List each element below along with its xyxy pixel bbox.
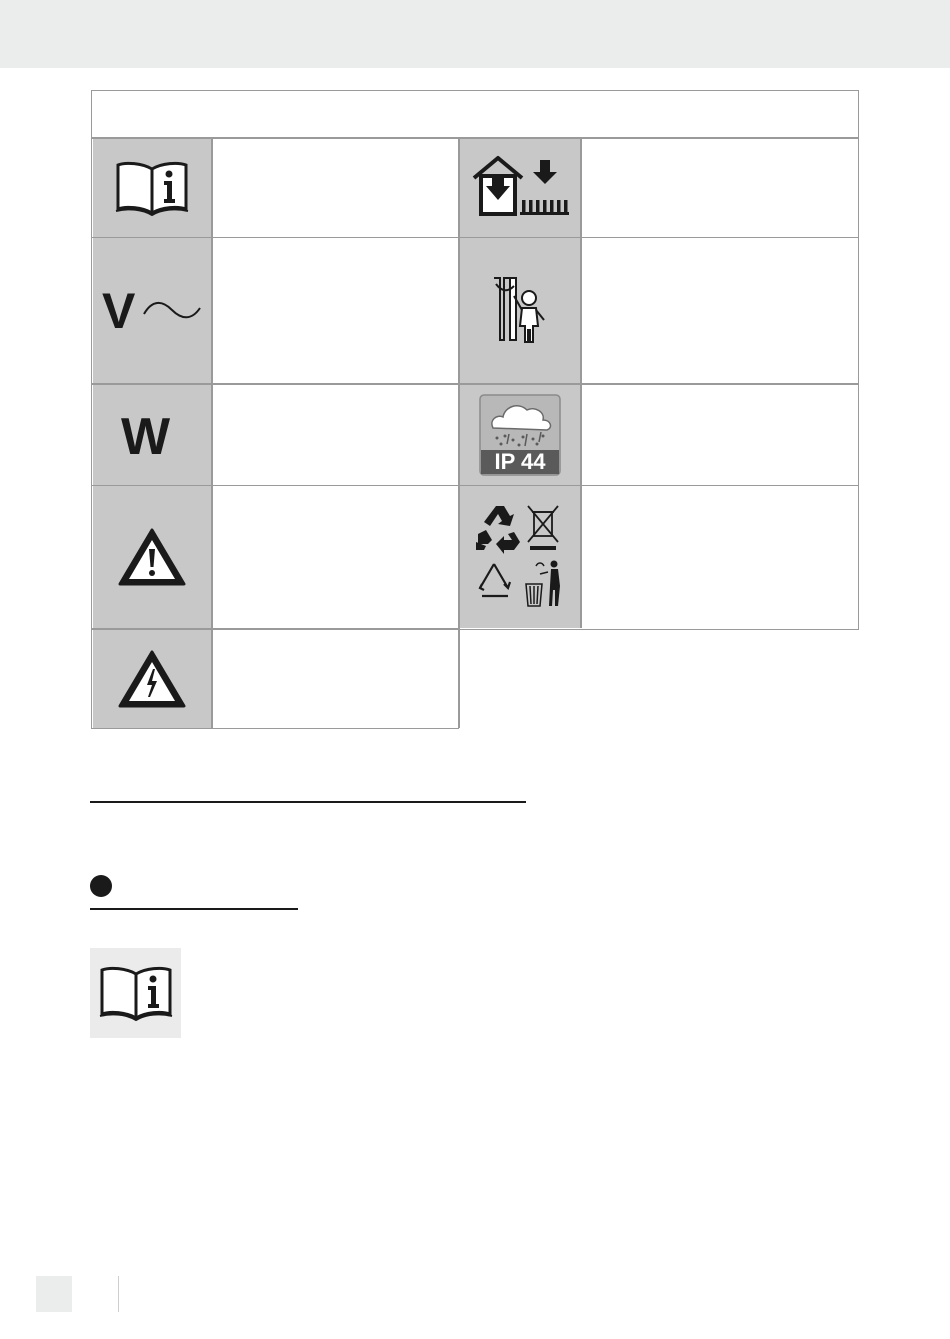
grid-line xyxy=(91,485,859,487)
text-cell-warning xyxy=(212,486,458,628)
grid-line xyxy=(91,383,859,385)
read-manual-icon xyxy=(98,962,174,1024)
text-cell-child-safety xyxy=(581,238,857,383)
recycling-disposal-icon xyxy=(474,504,566,610)
footer-divider xyxy=(118,1276,119,1312)
icon-cell-read-manual xyxy=(93,139,212,237)
text-cell-watt xyxy=(212,385,458,485)
icon-cell-child-safety xyxy=(459,238,580,383)
child-safety-icon xyxy=(490,276,550,346)
volt-ac-icon xyxy=(102,286,202,336)
grid-line xyxy=(211,138,213,728)
info-box xyxy=(90,948,181,1038)
header-band xyxy=(0,0,950,68)
subsection-heading-rule xyxy=(90,908,298,910)
icon-cell-ip44 xyxy=(459,385,580,485)
text-cell-indoor-use xyxy=(581,139,857,237)
ip44-label: IP 44 xyxy=(494,448,545,474)
read-manual-icon xyxy=(114,157,190,219)
icon-cell-indoor-use xyxy=(459,139,580,237)
text-cell-electric-shock xyxy=(212,630,458,728)
indoor-use-icon xyxy=(470,154,570,222)
icon-cell-electric-shock xyxy=(93,630,212,728)
volt-symbol: V xyxy=(102,285,136,336)
watt-icon xyxy=(117,410,187,460)
grid-line xyxy=(458,138,460,728)
text-cell-ip44 xyxy=(581,385,857,485)
page-number-box xyxy=(36,1276,72,1312)
warning-triangle-icon xyxy=(117,527,187,587)
grid-line xyxy=(91,237,859,239)
watt-symbol: W xyxy=(121,409,171,460)
ip44-icon xyxy=(479,394,561,476)
text-cell-read-manual xyxy=(212,139,458,237)
section-heading-rule xyxy=(90,801,526,803)
table-title-row xyxy=(91,90,859,139)
text-cell-volt xyxy=(212,238,458,383)
icon-cell-recycling xyxy=(459,486,580,628)
text-cell-recycling xyxy=(581,486,857,628)
icon-cell-warning xyxy=(93,486,212,628)
icon-cell-volt xyxy=(93,238,212,383)
icon-cell-watt xyxy=(93,385,212,485)
section-bullet xyxy=(90,875,112,897)
electric-shock-warning-icon xyxy=(117,649,187,709)
